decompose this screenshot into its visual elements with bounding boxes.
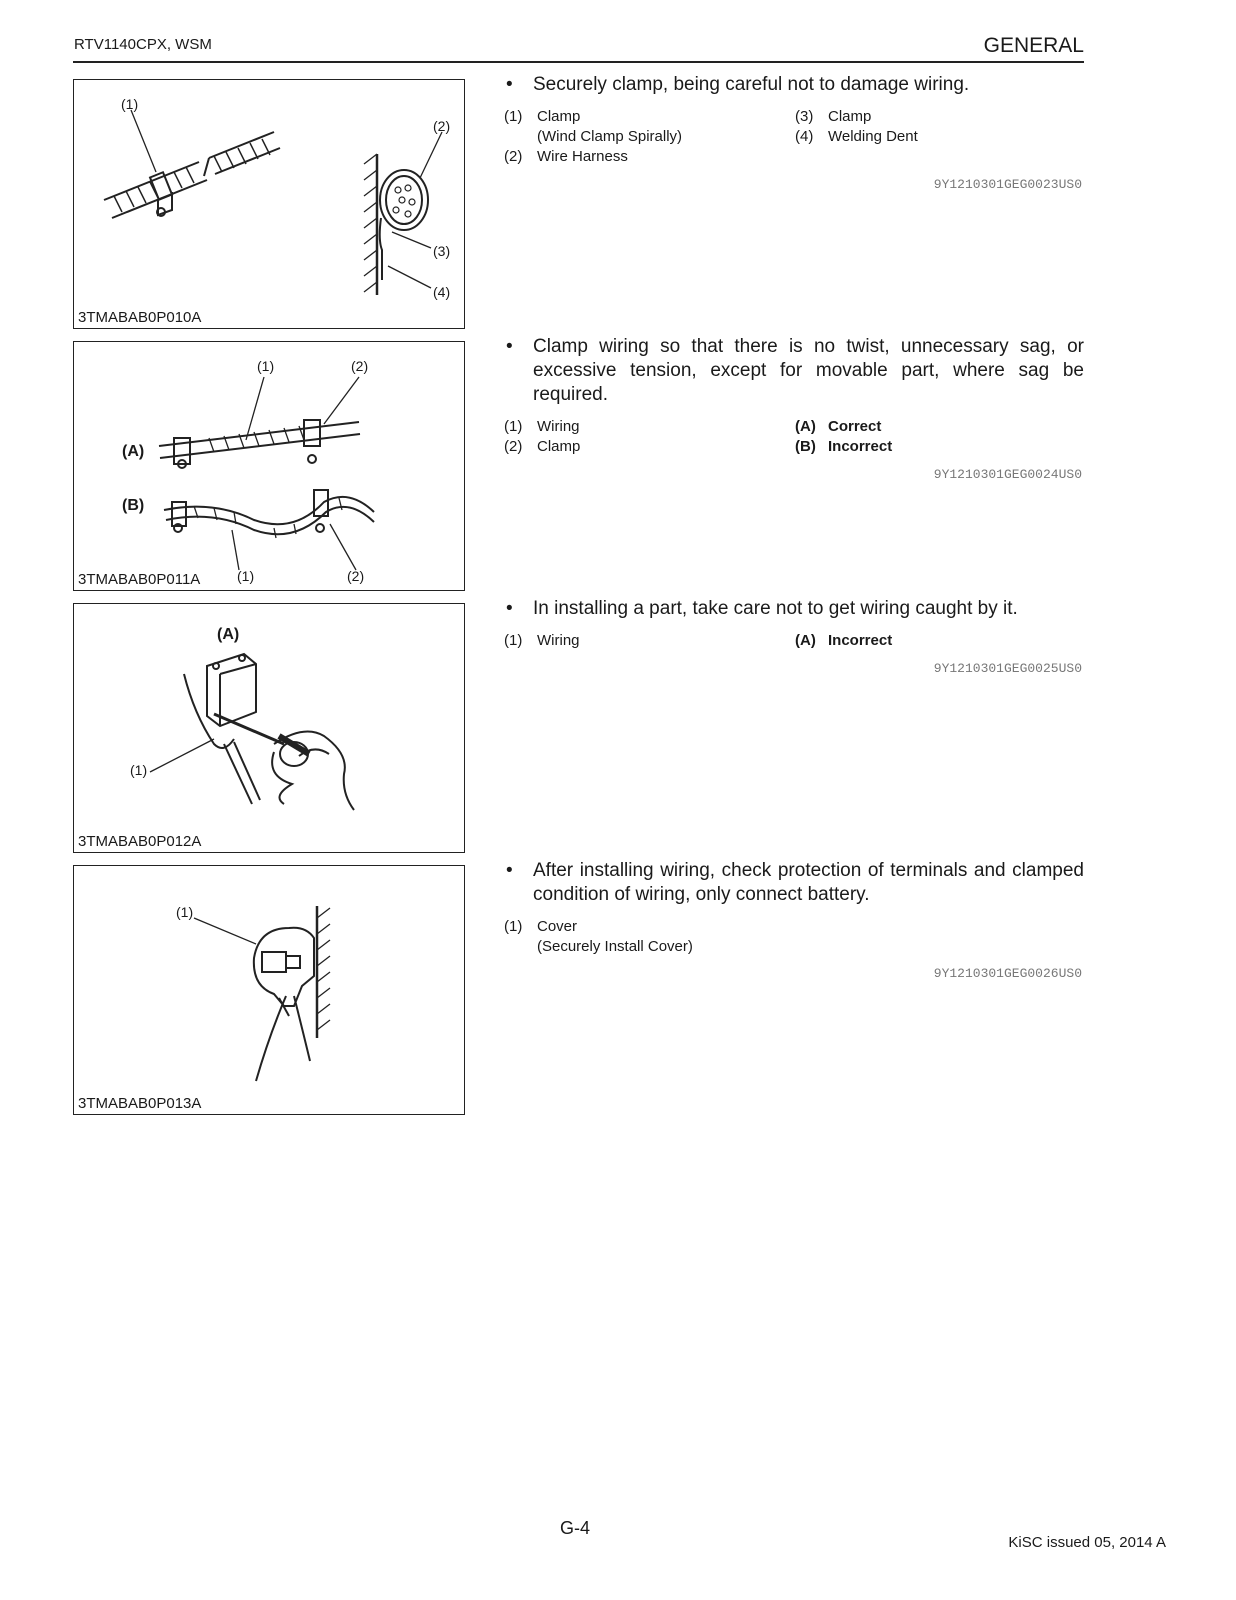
legend-column — [795, 417, 892, 457]
legend-item: (1) Clamp — [504, 108, 581, 125]
document-code: 9Y1210301GEG0026US0 — [933, 966, 1082, 981]
figure-label: (4) — [433, 284, 451, 300]
figure-wiring-caught — [73, 603, 465, 853]
wiring-caught-illustration — [74, 604, 464, 852]
instruction-section — [504, 335, 1084, 482]
legend-item: (A) Incorrect — [795, 632, 893, 649]
figure-label-correct: (A) — [122, 443, 145, 460]
legend-column — [504, 917, 693, 957]
figure-clamp-wiring — [73, 79, 465, 329]
legend — [504, 417, 1084, 457]
legend-item: (1) Cover — [504, 918, 578, 935]
legend-column — [504, 631, 580, 651]
legend-item: (Securely Install Cover) — [537, 938, 693, 955]
header-model: RTV1140CPX, WSM — [74, 36, 212, 53]
legend-item: (2) Clamp — [504, 438, 581, 455]
legend-column — [795, 631, 892, 651]
instruction-text: Clamp wiring so that there is no twist, unnecessary sag, or excessive tension, except for movable part, where sag be required. — [533, 336, 1084, 405]
header-section-title: GENERAL — [983, 34, 1084, 57]
figure-caption: 3TMABAB0P011A — [78, 571, 201, 588]
figure-label: (2) — [433, 118, 451, 134]
instruction-text: In installing a part, take care not to get wiring caught by it. — [533, 598, 1018, 619]
figure-label: (3) — [433, 243, 451, 259]
legend-column — [504, 107, 682, 167]
instruction-section — [504, 73, 1084, 192]
clamp-wiring-illustration — [74, 80, 464, 328]
legend — [504, 107, 1084, 167]
legend-column — [795, 107, 918, 147]
figure-caption: 3TMABAB0P010A — [78, 309, 202, 326]
legend-item: (1) Wiring — [504, 418, 580, 435]
legend-item: (4) Welding Dent — [795, 128, 918, 145]
figure-label: (2) — [347, 568, 365, 584]
figure-label: (1) — [121, 96, 139, 112]
figure-label: (1) — [237, 568, 255, 584]
figure-label-incorrect: (B) — [122, 497, 145, 514]
instruction-bullet: • After installing wiring, check protection of terminals and clamped condition of wiring, only connect battery. — [506, 860, 1084, 905]
legend-item: (2) Wire Harness — [504, 148, 628, 165]
issue-info: KiSC issued 05, 2014 A — [1008, 1534, 1166, 1551]
wiring-sag-illustration — [74, 342, 464, 590]
figure-label: (2) — [351, 358, 369, 374]
figure-label: (1) — [257, 358, 275, 374]
instruction-text: Securely clamp, being careful not to damage wiring. — [533, 74, 970, 95]
page-number: G-4 — [560, 1518, 591, 1538]
instruction-section — [504, 859, 1084, 981]
header-rule — [73, 61, 1084, 63]
legend-item: (B) Incorrect — [795, 438, 893, 455]
terminal-cover-illustration — [74, 866, 464, 1114]
instruction-text: After installing wiring, check protection of terminals and clamped condition of wiring, only connect battery. — [533, 860, 1084, 905]
legend-item: (1) Wiring — [504, 632, 580, 649]
figure-caption: 3TMABAB0P012A — [78, 833, 202, 850]
figure-caption: 3TMABAB0P013A — [78, 1095, 202, 1112]
document-code: 9Y1210301GEG0024US0 — [933, 467, 1082, 482]
figure-label-incorrect: (A) — [217, 626, 240, 643]
instruction-bullet: • Clamp wiring so that there is no twist, unnecessary sag, or excessive tension, except for movable part, where sag be required. — [506, 336, 1084, 405]
legend-item: (3) Clamp — [795, 108, 872, 125]
figure-wiring-sag — [73, 341, 465, 591]
legend — [504, 631, 1084, 651]
figure-terminal-cover — [73, 865, 465, 1115]
instruction-bullet: • In installing a part, take care not to get wiring caught by it. — [506, 598, 1018, 619]
instruction-bullet: • Securely clamp, being careful not to damage wiring. — [506, 74, 970, 95]
figure-label: (1) — [176, 904, 194, 920]
document-code: 9Y1210301GEG0025US0 — [933, 661, 1082, 676]
legend-item: (Wind Clamp Spirally) — [537, 128, 683, 145]
figure-label: (1) — [130, 762, 148, 778]
legend — [504, 917, 1084, 957]
document-code: 9Y1210301GEG0023US0 — [933, 177, 1082, 192]
legend-column — [504, 417, 580, 457]
legend-item: (A) Correct — [795, 418, 882, 435]
instruction-section — [504, 597, 1084, 676]
